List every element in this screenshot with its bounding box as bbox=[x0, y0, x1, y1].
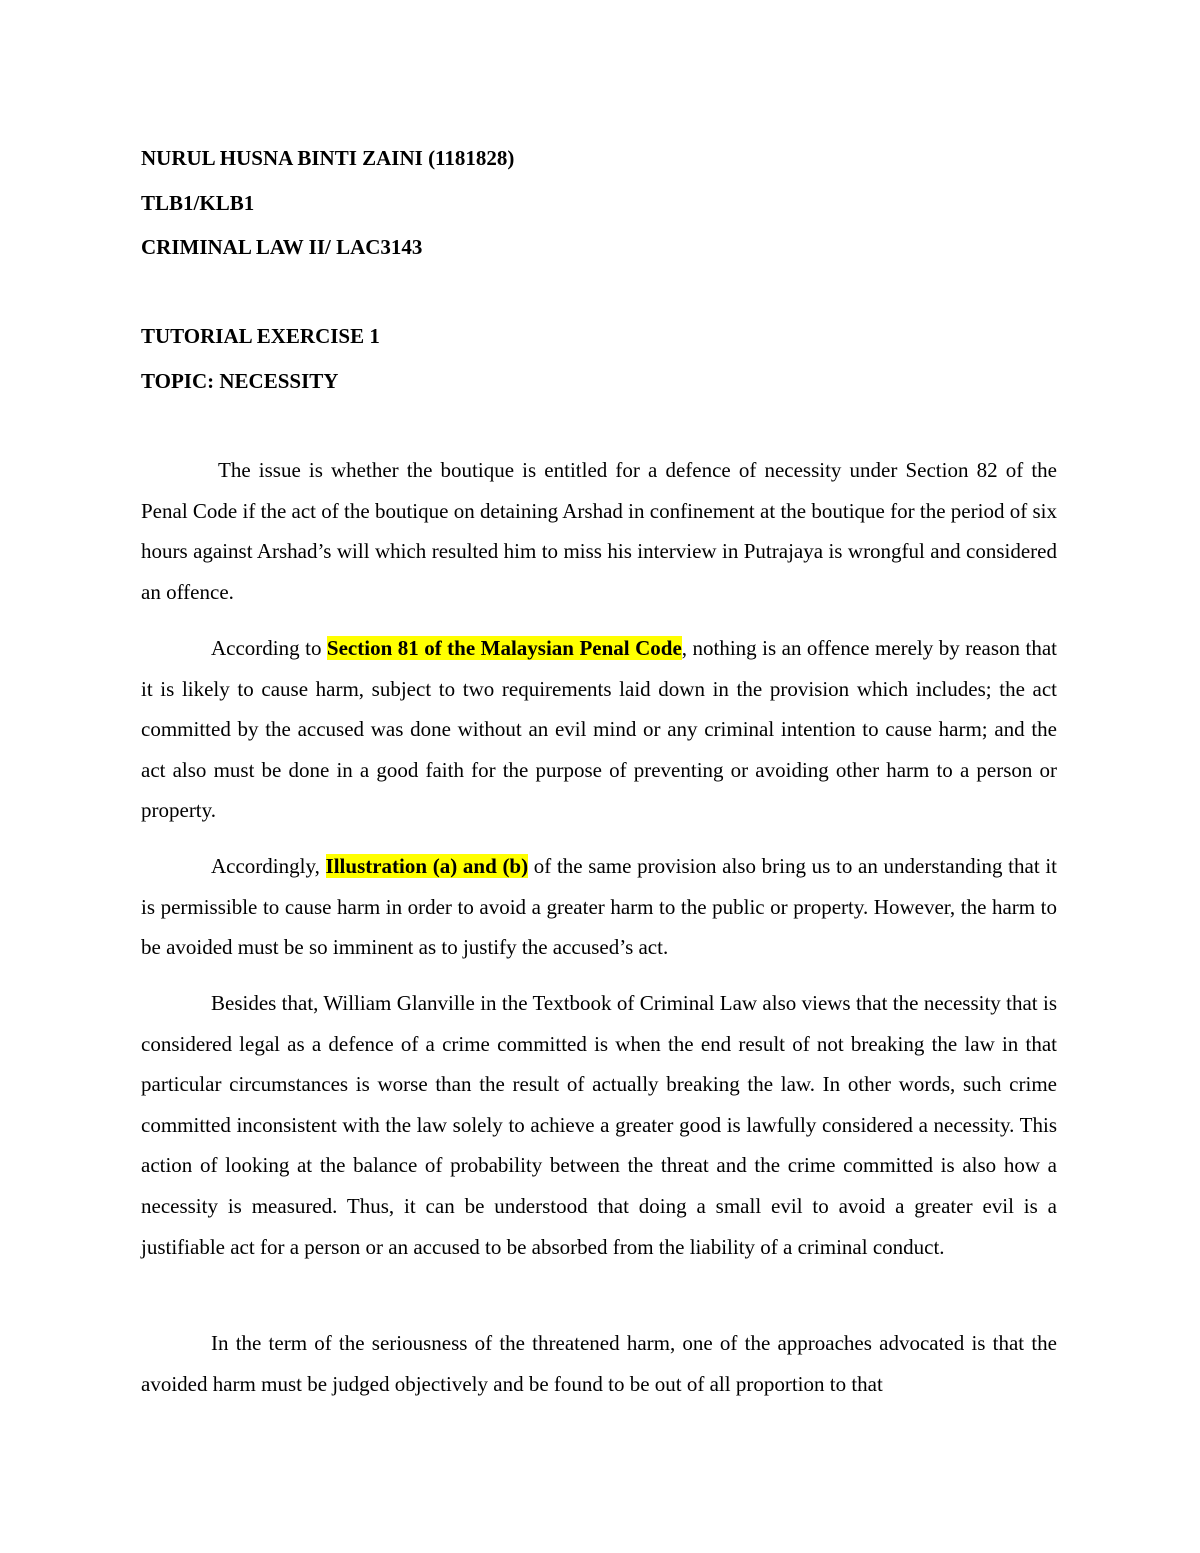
paragraph-issue: The issue is whether the boutique is entitled for a defence of necessity under Section 82 of the Penal Code if the act of the boutique on detaining Arshad in confinement at the boutique for the period of six hours against Arshad’s will which resulted him to miss his interview in Putrajaya is wrongful and considered an offence. bbox=[141, 458, 1057, 604]
paragraph-seriousness: In the term of the seriousness of the threatened harm, one of the approaches advocated is that the avoided harm must be judged objectively and be found to be out of all proportion to that bbox=[141, 1331, 1057, 1396]
student-name: NURUL HUSNA BINTI ZAINI (1181828) bbox=[141, 146, 515, 170]
topic-title: TOPIC: NECESSITY bbox=[141, 369, 339, 393]
paragraph-text: According to bbox=[211, 636, 327, 660]
paragraph-text: Accordingly, bbox=[211, 854, 326, 878]
paragraph-section-81 bbox=[141, 628, 1057, 831]
exercise-title: TUTORIAL EXERCISE 1 bbox=[141, 324, 380, 348]
paragraph-illustration bbox=[141, 846, 1057, 968]
highlighted-citation: Section 81 of the Malaysian Penal Code bbox=[326, 636, 682, 660]
paragraph-glanville: Besides that, William Glanville in the Textbook of Criminal Law also views that the necessity that is considered legal as a defence of a crime committed is when the end result of not breaking the law in that particular circumstances is worse than the result of actually breaking the law. In other words, such crime committed inconsistent with the law solely to achieve a greater good is lawfully considered a necessity. This action of looking at the balance of probability between the threat and the crime committed is also how a necessity is measured. Thus, it can be understood that doing a small evil to avoid a greater evil is a justifiable act for a person or an accused to be absorbed from the liability of a criminal conduct. bbox=[141, 991, 1057, 1259]
highlighted-citation: Illustration (a) and (b) bbox=[325, 854, 529, 878]
paragraph-text: , nothing is an offence merely by reason that it is likely to cause harm, subject to two requirements laid down in the provision which includes; the act committed by the accused was done without an evil mind or any criminal intention to cause harm; and the act also must be done in a good faith for the purpose of preventing or avoiding other harm to a person or property. bbox=[141, 636, 1057, 823]
class-group: TLB1/KLB1 bbox=[141, 191, 255, 215]
paragraph-text: of the same provision also bring us to an understanding that it is permissible to cause harm in order to avoid a greater harm to the public or property. However, the harm to be avoided must be so imminent as to justify the accused’s act. bbox=[141, 854, 1058, 960]
course-title: CRIMINAL LAW II/ LAC3143 bbox=[141, 235, 423, 259]
